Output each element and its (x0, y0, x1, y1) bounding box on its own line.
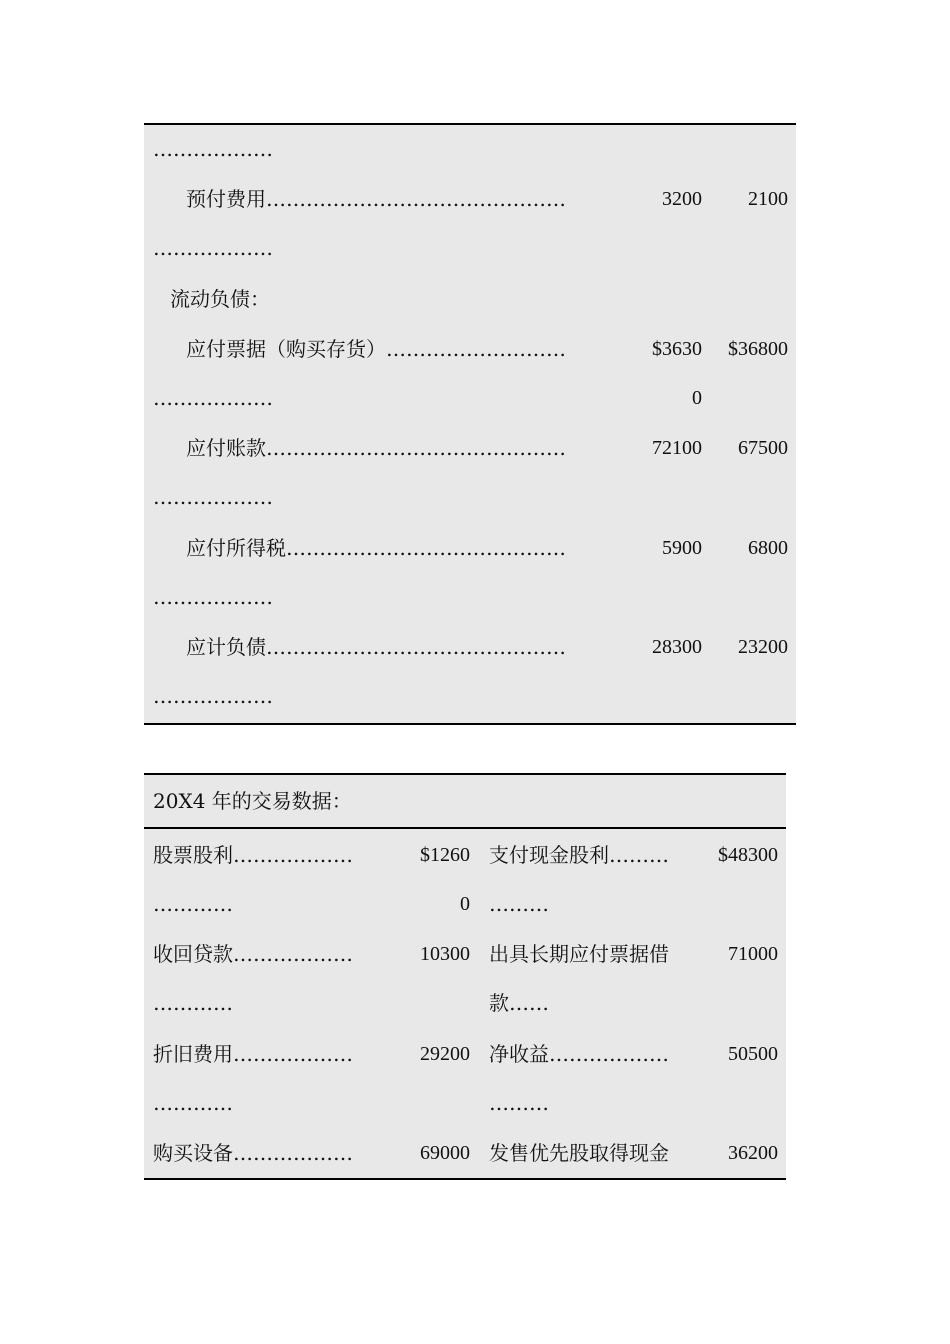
right-value: $48300 (718, 844, 778, 866)
right-value: 50500 (728, 1043, 778, 1065)
row-value-current-wrap: 0 (692, 387, 702, 409)
leader-dots: ……………… (153, 386, 273, 410)
leader-dots: ……………… (153, 485, 273, 509)
row-value-prior: 23200 (738, 636, 788, 658)
row-label-notes-payable: 应付票据（购买存货）……………………… (186, 337, 566, 361)
left-leader-dots: ………… (153, 892, 233, 916)
row-label-accounts-payable: 应付账款……………………………………… (186, 436, 566, 460)
row-value-current: 5900 (662, 537, 702, 559)
row-value-current: 3200 (662, 188, 702, 210)
left-value: 29200 (420, 1043, 470, 1065)
left-label-equipment-purchase: 购买设备……………… (153, 1141, 353, 1165)
right-label-net-income: 净收益……………… (489, 1042, 669, 1066)
row-label-income-tax-payable: 应付所得税…………………………………… (186, 536, 566, 560)
balance-sheet-table (144, 123, 796, 725)
row-value-current: 28300 (652, 636, 702, 658)
left-value-wrap: 0 (460, 893, 470, 915)
right-label-long-term-note: 出具长期应付票据借 (489, 942, 669, 966)
header-divider (144, 827, 786, 829)
section-heading-current-liabilities: 流动负债： (170, 287, 270, 311)
left-label-depreciation: 折旧费用……………… (153, 1042, 353, 1066)
row-value-current: 72100 (652, 437, 702, 459)
leader-dots: ……………… (153, 684, 273, 708)
leader-dots: ……………… (153, 236, 273, 260)
left-value: 69000 (420, 1142, 470, 1164)
leader-dots: ……………… (153, 137, 273, 161)
transactions-table (144, 773, 786, 1180)
right-label-wrap: ……… (489, 1091, 549, 1115)
right-label-cash-dividends: 支付现金股利……… (489, 843, 669, 867)
right-value: 71000 (728, 943, 778, 965)
left-leader-dots: ………… (153, 1091, 233, 1115)
right-label-preferred-stock: 发售优先股取得现金 (489, 1141, 669, 1165)
left-leader-dots: ………… (153, 991, 233, 1015)
left-value: 10300 (420, 943, 470, 965)
row-value-prior: 2100 (748, 188, 788, 210)
transactions-title: 20X4 年的交易数据： (153, 789, 352, 813)
right-value: 36200 (728, 1142, 778, 1164)
left-value: $1260 (420, 844, 470, 866)
row-value-prior: $36800 (728, 338, 788, 360)
row-value-prior: 6800 (748, 537, 788, 559)
row-label-accrued-liabilities: 应计负债……………………………………… (186, 635, 566, 659)
right-label-wrap: ……… (489, 892, 549, 916)
right-label-wrap: 款…… (489, 991, 549, 1015)
leader-dots: ……………… (153, 585, 273, 609)
row-value-prior: 67500 (738, 437, 788, 459)
left-label-loan-collection: 收回贷款……………… (153, 942, 353, 966)
row-value-current: $3630 (652, 338, 702, 360)
left-label-stock-dividend: 股票股利……………… (153, 843, 353, 867)
row-label-prepaid-expenses: 预付费用……………………………………… (186, 187, 566, 211)
